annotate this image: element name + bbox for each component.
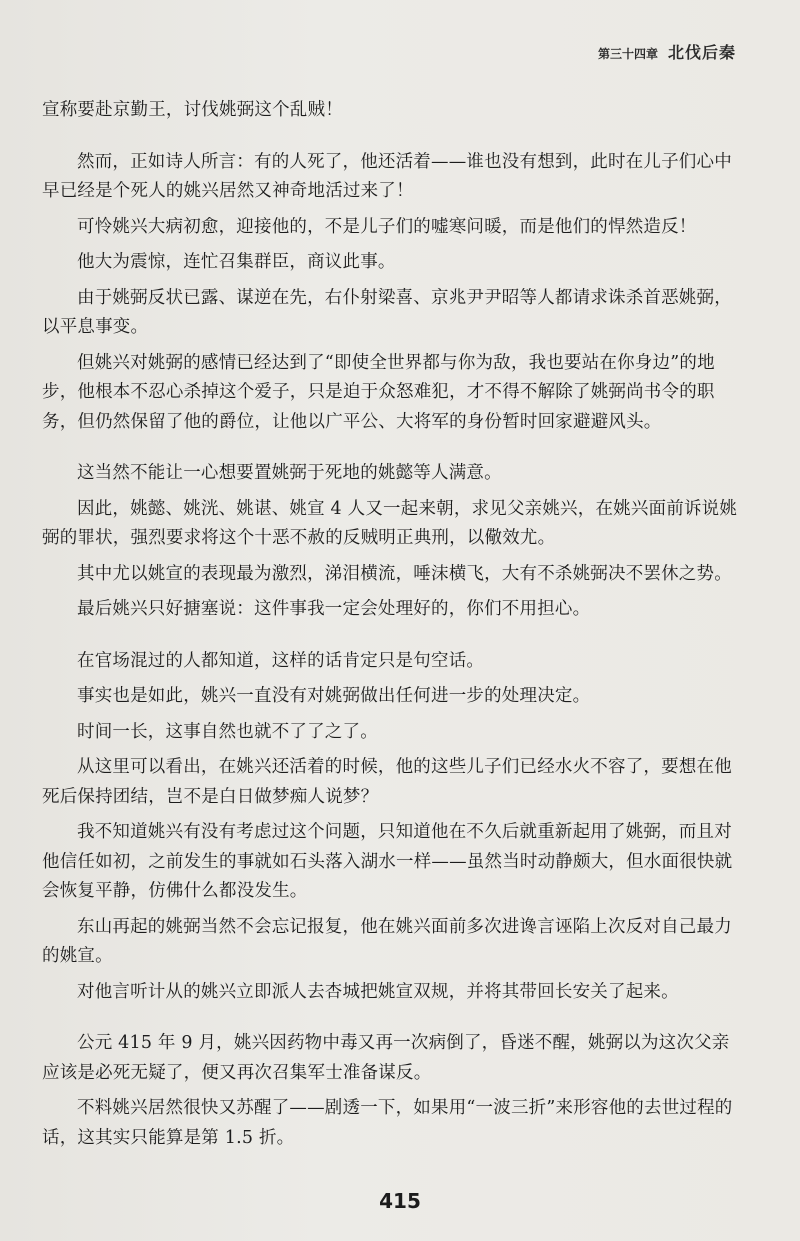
paragraph: 但姚兴对姚弼的感情已经达到了“即使全世界都与你为敌，我也要站在你身边”的地步，他根本不忍心杀掉这个爱子，只是迫于众怒难犯，才不得不解除了姚弼尚书令的职务，但仍然保留了他的爵位，让他以广平公、大将军的身份暂时回家避避风头。 (42, 352, 715, 432)
paragraph: 事实也是如此，姚兴一直没有对姚弼做出任何进一步的处理决定。 (77, 686, 591, 706)
paragraph: 最后姚兴只好搪塞说：这件事我一定会处理好的，你们不用担心。 (77, 599, 591, 619)
paragraph: 这当然不能让一心想要置姚弼于死地的姚懿等人满意。 (77, 463, 502, 483)
chapter-title: 北伐后秦 (667, 43, 736, 62)
paragraph: 然而，正如诗人所言：有的人死了，他还活着——谁也没有想到，此时在儿子们心中早已经是个死人的姚兴居然又神奇地活过来了！ (42, 151, 732, 201)
body-text (42, 96, 746, 1159)
chapter-label: 第三十四章 (597, 47, 658, 61)
paragraph: 对他言听计从的姚兴立即派人去杏城把姚宣双规，并将其带回长安关了起来。 (77, 981, 679, 1002)
paragraph: 可怜姚兴大病初愈，迎接他的，不是儿子们的嘘寒问暖，而是他们的悍然造反！ (77, 216, 697, 237)
paragraph: 宣称要赴京勤王，讨伐姚弼这个乱贼！ (42, 100, 343, 120)
page-number: 415 (379, 1189, 421, 1213)
paragraph: 不料姚兴居然很快又苏醒了——剧透一下，如果用“一波三折”来形容他的去世过程的话，这其实只能算是第 1.5 折。 (42, 1098, 733, 1148)
running-head (598, 40, 736, 63)
paragraph: 公元 415 年 9 月，姚兴因药物中毒又再一次病倒了，昏迷不醒，姚弼以为这次父亲应该是必死无疑了，便又再次召集军士准备谋反。 (42, 1033, 730, 1083)
paragraph: 从这里可以看出，在姚兴还活着的时候，他的这些儿子们已经水火不容了，要想在他死后保持团结，岂不是白日做梦痴人说梦？ (42, 757, 732, 807)
paragraph: 由于姚弼反状已露、谋逆在先，右仆射梁喜、京兆尹尹昭等人都请求诛杀首恶姚弼，以平息事变。 (42, 287, 732, 337)
paragraph: 东山再起的姚弼当然不会忘记报复，他在姚兴面前多次进谗言诬陷上次反对自己最力的姚宣。 (42, 916, 732, 966)
paragraph: 我不知道姚兴有没有考虑过这个问题，只知道他在不久后就重新起用了姚弼，而且对他信任如初，之前发生的事就如石头落入湖水一样——虽然当时动静颇大，但水面很快就会恢复平静，仿佛什么都没发生。 (42, 822, 733, 901)
paragraph: 他大为震惊，连忙召集群臣，商议此事。 (77, 252, 396, 272)
paragraph: 时间一长，这事自然也就不了了之了。 (77, 721, 378, 742)
paragraph: 其中尤以姚宣的表现最为激烈，涕泪横流，唾沫横飞，大有不杀姚弼决不罢休之势。 (77, 563, 732, 584)
paragraph: 在官场混过的人都知道，这样的话肯定只是句空话。 (77, 650, 485, 671)
paragraph: 因此，姚懿、姚洸、姚谌、姚宣 4 人又一起来朝，求见父亲姚兴，在姚兴面前诉说姚弼的罪状，强烈要求将这个十恶不赦的反贼明正典刑，以儆效尤。 (42, 498, 738, 548)
